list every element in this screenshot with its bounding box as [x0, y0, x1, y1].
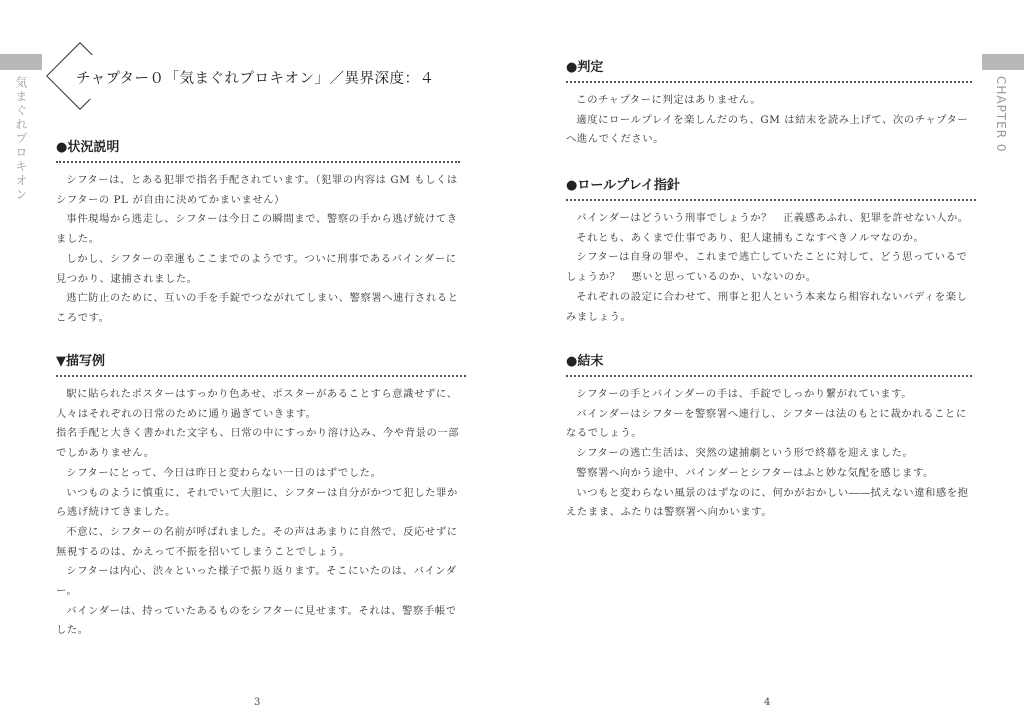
dotted-rule: [566, 375, 972, 377]
paragraph: シフターの手とバインダーの手は、手錠でしっかり繋がれています。: [576, 388, 913, 400]
paragraph: 適度にロールプレイを楽しんだのち、GM は結末を読み上げて、次のチャプターへ進んでください。: [566, 113, 969, 146]
roleplay-heading: ●ロールプレイ指針: [566, 178, 680, 193]
roleplay-section: [566, 178, 976, 327]
paragraph: それぞれの設定に合わせて、刑事と犯人という本来なら相容れないバディを楽しみましょう。: [566, 290, 968, 323]
dotted-rule: [566, 199, 976, 201]
left-side-tab: [0, 54, 42, 70]
paragraph: 指名手配と大きく書かれた文字も、日常の中にすっかり溶け込み、今や背景の一部でしかありません。: [56, 427, 460, 460]
judgment-heading: ●判定: [566, 60, 604, 75]
roleplay-body: [566, 209, 976, 327]
right-side-tab: [982, 54, 1024, 70]
dotted-rule: [56, 375, 466, 377]
paragraph: しかし、シフターの幸運もここまでのようです。ついに刑事であるバインダーに見つかり、逮捕されました。: [56, 252, 457, 285]
judgment-body: [566, 91, 972, 150]
paragraph: それとも、あくまで仕事であり、犯人逮捕もこなすべきノルマなのか。: [576, 231, 925, 244]
situation-section: [56, 140, 460, 329]
left-running-head: 気まぐれプロキオン: [14, 76, 28, 202]
dotted-rule: [56, 161, 460, 163]
paragraph: シフターは内心、渋々といった様子で振り返ります。そこにいたのは、バインダー。: [56, 565, 457, 598]
paragraph: シフターは、とある犯罪で指名手配されています。（犯罪の内容は GM もしくはシフターの PL が自由に決めてかまいません）: [56, 174, 458, 206]
paragraph: シフターにとって、今日は昨日と変わらない一日のはずでした。: [66, 466, 382, 479]
depiction-body: [56, 385, 466, 641]
paragraph: 駅に貼られたポスターはすっかり色あせ、ポスターがあることすら意識せずに、人々はそれぞれの日常のために通り過ぎていきます。: [56, 388, 458, 420]
ending-heading: ●結末: [566, 354, 604, 369]
paragraph: シフターは自身の罪や、これまで逃亡していたことに対して、どう思っているでしょうか？ 悪いと思っているのか、いないのか。: [566, 251, 968, 284]
judgment-section: [566, 60, 972, 150]
paragraph: 警察署へ向かう途中、バインダーとシフターはふと妙な気配を感じます。: [576, 466, 934, 479]
ending-section: [566, 354, 972, 523]
paragraph: いつものように慎重に、それでいて大胆に、シフターは自分がかつて犯した罪から逃げ続けてきました。: [56, 486, 458, 519]
depiction-section: [56, 354, 466, 641]
paragraph: バインダーはシフターを警察署へ連行し、シフターは法のもとに裁かれることになるでしょう。: [566, 407, 967, 440]
page-number-left: 3: [254, 697, 261, 708]
paragraph: バインダーは、持っていたあるものをシフターに見せます。それは、警察手帳でした。: [56, 604, 457, 637]
judgment-lead: このチャプターに判定はありません。: [576, 94, 762, 106]
situation-heading: ●状況説明: [56, 140, 120, 155]
right-running-head: CHAPTER 0: [994, 76, 1008, 153]
dotted-rule: [566, 81, 972, 83]
depiction-heading: ▼描写例: [56, 354, 105, 369]
situation-body: [56, 171, 460, 329]
paragraph: 不意に、シフターの名前が呼ばれました。その声はあまりに自然で、反応せずに無視するのは、かえって不振を招いてしまうことでしょう。: [56, 525, 458, 558]
ending-body: [566, 385, 972, 523]
paragraph: 事件現場から逃走し、シフターは今日この瞬間まで、警察の手から逃げ続けてきました。: [56, 213, 458, 246]
chapter-title: チャプター０「気まぐれプロキオン」／異界深度：４: [76, 71, 435, 87]
paragraph: いつもと変わらない風景のはずなのに、何かがおかしい――拭えない違和感を抱えたまま、ふたりは警察署へ向かいます。: [566, 486, 969, 519]
paragraph: シフターの逃亡生活は、突然の逮捕劇という形で終幕を迎えました。: [576, 447, 914, 460]
page-number-right: 4: [764, 697, 771, 708]
paragraph: 逃亡防止のために、互いの手を手錠でつながれてしまい、警察署へ連行されるところです。: [56, 292, 459, 324]
paragraph: バインダーはどういう刑事でしょうか？ 正義感あふれ、犯罪を許せない人か。: [576, 212, 969, 224]
